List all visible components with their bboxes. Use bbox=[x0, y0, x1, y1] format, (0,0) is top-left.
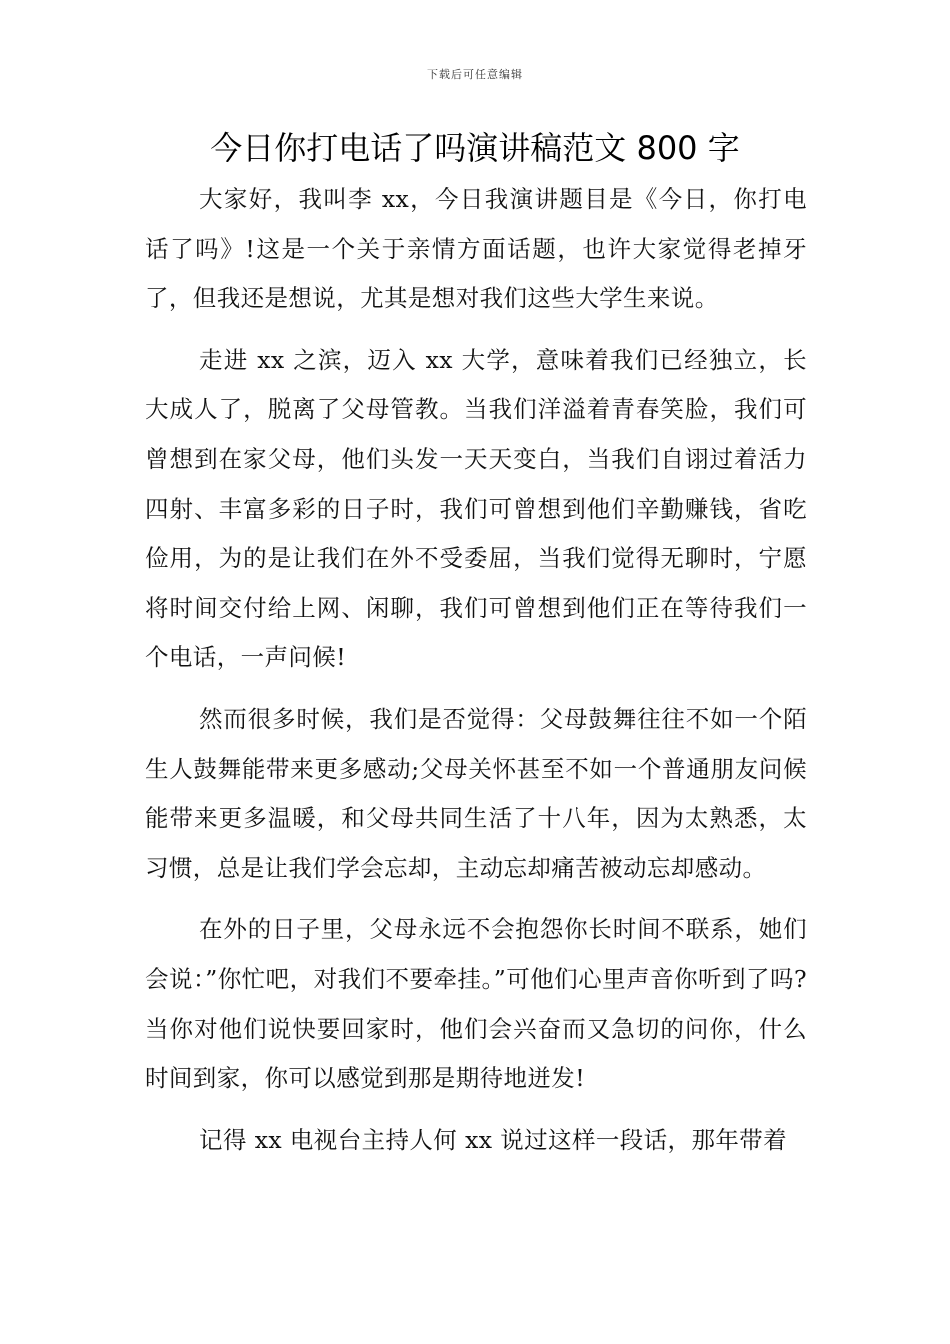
paragraph-1: 大家好，我叫李 xx，今日我演讲题目是《今日，你打电话了吗》!这是一个关于亲情方面话题，也许大家觉得老掉牙了，但我还是想说，尤其是想对我们这些大学生来说。 bbox=[145, 185, 807, 313]
paragraph-4: 在外的日子里，父母永远不会抱怨你长时间不联系，她们会说：”你忙吧，对我们不要牵挂。”可他们心里声音你听到了吗?当你对他们说快要回家时，他们会兴奋而又急切的问你，什么时间到家，你可以感觉到那是期待地迸发! bbox=[145, 915, 807, 1093]
document-title: 今日你打电话了吗演讲稿范文 800 字 bbox=[210, 129, 740, 167]
header-note: 下载后可任意编辑 bbox=[427, 68, 523, 81]
paragraph-2: 走进 xx 之滨，迈入 xx 大学，意味着我们已经独立，长大成人了，脱离了父母管教。当我们洋溢着青春笑脸，我们可曾想到在家父母，他们头发一天天变白，当我们自诩过着活力四射、丰富多彩的日子时，我们可曾想到他们辛勤赚钱，省吃俭用，为的是让我们在外不受委屈，当我们觉得无聊时，宁愿将时间交付给上网、闲聊，我们可曾想到他们正在等待我们一个电话，一声问候! bbox=[145, 345, 807, 672]
document-body bbox=[145, 175, 807, 1165]
paragraph-3: 然而很多时候，我们是否觉得：父母鼓舞往往不如一个陌生人鼓舞能带来更多感动;父母关怀甚至不如一个普通朋友问候能带来更多温暖，和父母共同生活了十八年，因为太熟悉，太习惯，总是让我们学会忘却，主动忘却痛苦被动忘却感动。 bbox=[145, 704, 807, 882]
paragraph-5: 记得 xx 电视台主持人何 xx 说过这样一段话，那年带着 bbox=[199, 1125, 788, 1154]
